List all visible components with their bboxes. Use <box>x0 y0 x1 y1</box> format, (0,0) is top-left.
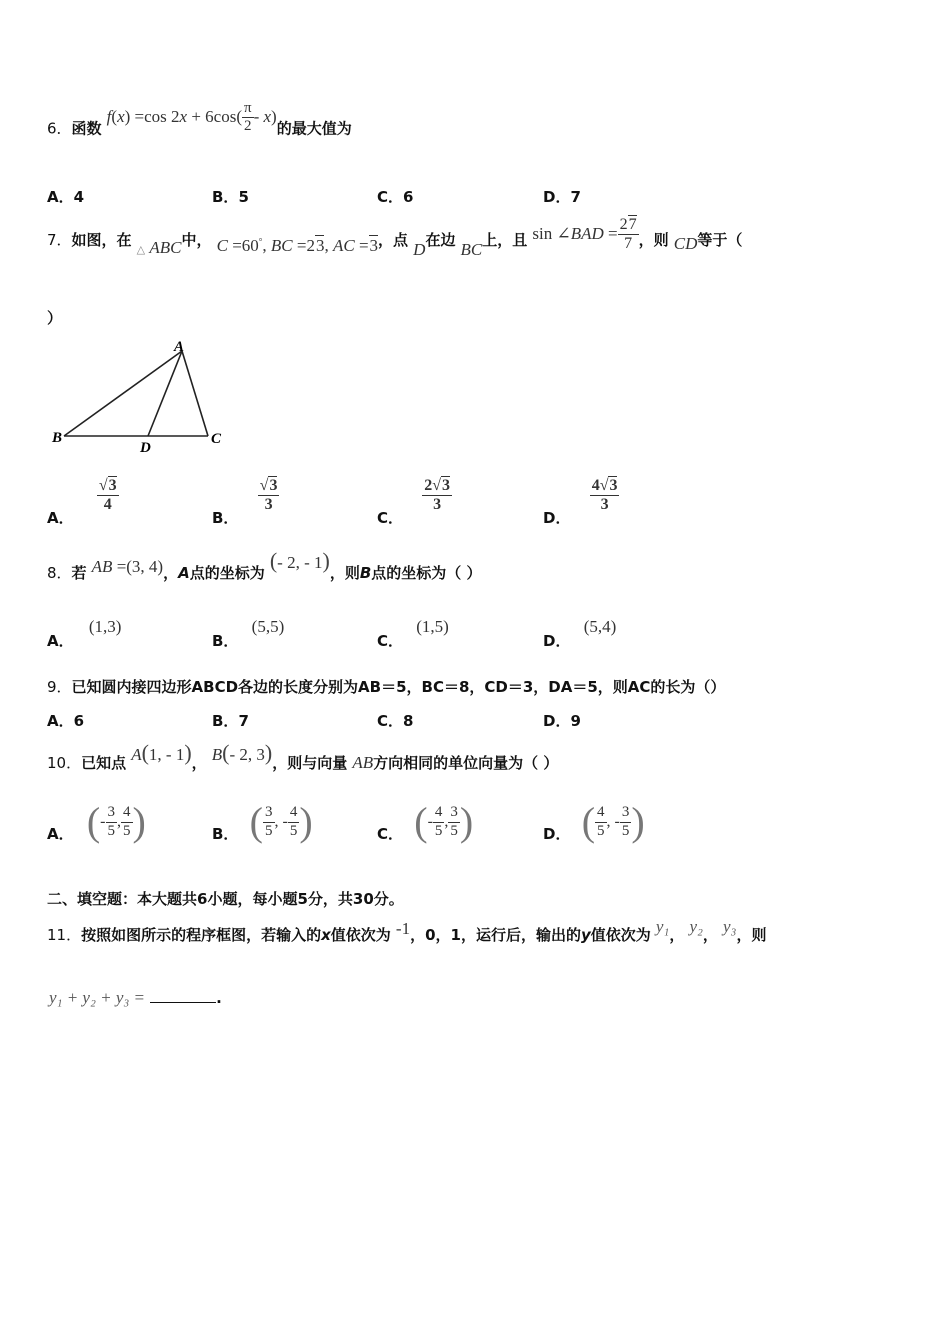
q7-triangle: △ ABC <box>136 237 182 257</box>
question-9 <box>47 676 725 697</box>
q10-text-4: 方向相同的单位向量为（ ） <box>373 754 559 772</box>
question-6 <box>47 100 352 148</box>
label-b: B <box>52 430 63 446</box>
q8-text-3: 点的坐标为 <box>189 564 265 582</box>
question-8 <box>47 548 482 584</box>
q11-input-neg: -1 <box>395 919 411 938</box>
q6-option-b[interactable]: B．5 <box>212 188 249 206</box>
label-d: D <box>140 440 151 456</box>
q11-var-x: x <box>321 926 331 944</box>
q9-text: 已知圆内接四边形ABCD各边的长度分别为AB＝5，BC＝8，CD＝3，DA＝5，则AC的长为（） <box>71 678 726 696</box>
q10-point-b: B(- 2, 3) <box>211 740 273 765</box>
q8-point-b: B <box>359 564 372 582</box>
q9-number: 9． <box>47 678 72 696</box>
q7-text-6: ，则 <box>638 230 669 249</box>
q10-option-a[interactable]: A． ( - $\frac{3}{5}$ , $\frac{4}{5}$ ) <box>47 799 146 844</box>
q7-target-cd: CD <box>673 233 698 253</box>
q7-text-4: 在边 <box>425 230 456 249</box>
q10-text-1: 已知点 <box>81 754 127 772</box>
q11-y1: y₁ <box>655 917 670 936</box>
q7-triangle-figure <box>48 338 228 458</box>
q8-text-5: 点的坐标为（ ） <box>371 564 482 582</box>
q9-option-c[interactable]: C．8 <box>377 712 414 730</box>
q6-tail: 的最大值为 <box>276 119 352 138</box>
q9-option-d[interactable]: D．9 <box>543 712 581 730</box>
q8-vector: AB =(3, 4) <box>91 557 164 576</box>
q11-sum-expression: y₁ + y₂ + y₃ = <box>49 988 146 1007</box>
section-2-title: 二、填空题：本大题共6小题，每小题5分，共30分。 <box>47 890 404 908</box>
q8-option-d[interactable]: D． (5,4) <box>543 617 617 650</box>
q10-text-2: ， <box>191 754 207 772</box>
q8-point-a: A <box>178 564 190 582</box>
q11-number: 11． <box>47 926 82 944</box>
label-c: C <box>211 431 222 447</box>
q7-text-5: 上，且 <box>482 230 528 249</box>
q8-option-b[interactable]: B． (5,5) <box>212 617 285 650</box>
q11-text-5: ，则 <box>736 926 767 944</box>
q9-option-b[interactable]: B．7 <box>212 712 249 730</box>
q11-y2: y₂ <box>689 917 703 936</box>
q6-number: 6． <box>47 119 72 138</box>
q7-option-a[interactable]: A． $\frac{√3}{4}$ <box>47 477 117 528</box>
q7-conditions: C =60°, BC =23, AC =3 <box>216 235 379 255</box>
q10-text-3: ，则与向量 <box>272 754 348 772</box>
q7-point-d: D <box>413 239 426 259</box>
question-10 <box>47 740 559 774</box>
q7-text-2: 中， <box>181 230 212 249</box>
segment-ac <box>182 351 208 436</box>
question-7 <box>47 216 743 260</box>
q11-y3: y₃ <box>723 917 737 936</box>
q7-side-bc: BC <box>460 239 483 259</box>
q6-option-a[interactable]: A．4 <box>47 188 85 206</box>
q10-option-c[interactable]: C． ( - $\frac{4}{5}$ , $\frac{3}{5}$ ) <box>377 799 474 844</box>
q6-lead: 函数 <box>71 119 102 138</box>
question-11: 11．按照如图所示的程序框图，若输入的x值依次为 -1，0，1，运行后，输出的y值依次为 y₁， y₂， y₃，则 <box>47 917 767 944</box>
q7-text-3: ，点 <box>378 230 409 249</box>
q9-option-a[interactable]: A．6 <box>47 712 85 730</box>
q6-option-c[interactable]: C．6 <box>377 188 414 206</box>
q8-number: 8． <box>47 564 72 582</box>
q11-answer-line <box>49 988 222 1008</box>
q8-option-a[interactable]: A． (1,3) <box>47 617 122 650</box>
q7-number: 7． <box>47 230 72 249</box>
q8-option-c[interactable]: C． (1,5) <box>377 617 449 650</box>
q11-end-period: . <box>216 989 222 1007</box>
q11-answer-blank[interactable] <box>150 1002 216 1003</box>
q8-text-4: ，则 <box>329 564 360 582</box>
q6-option-d[interactable]: D．7 <box>543 188 581 206</box>
q11-text-2: 值依次为 <box>330 926 391 944</box>
q7-text-7: 等于（ <box>697 230 743 249</box>
q11-text-4: 值依次为 <box>590 926 651 944</box>
q8-coord-a: (- 2, - 1) <box>269 548 330 573</box>
q11-text-3: ，0，1，运行后，输出的 <box>410 926 581 944</box>
q7-option-d[interactable]: D． $\frac{4√3}{3}$ <box>543 477 618 528</box>
q10-vector: AB <box>352 753 374 772</box>
q10-point-a: A(1, - 1) <box>131 740 192 765</box>
q10-option-b[interactable]: B． ( $\frac{3}{5}$ , - $\frac{4}{5}$ ) <box>212 799 313 844</box>
q7-text-1: 如图，在 <box>71 230 132 249</box>
q7-close-paren: ） <box>47 309 63 327</box>
q11-text-1: 按照如图所示的程序框图，若输入的 <box>81 926 322 944</box>
q7-sin-condition: sin ∠BAD = $\frac{27}{7}$ <box>532 216 637 253</box>
q6-formula: f(x) =cos 2x + 6cos( $\frac{\pi}{2}$ - x) <box>106 100 277 135</box>
q10-option-d[interactable]: D． ( $\frac{4}{5}$ , - $\frac{3}{5}$ ) <box>543 799 645 844</box>
q7-option-c[interactable]: C． $\frac{2√3}{3}$ <box>377 477 451 528</box>
q7-option-b[interactable]: B． $\frac{√3}{3}$ <box>212 477 278 528</box>
q11-var-y: y <box>580 926 591 944</box>
q8-text-2: ， <box>163 564 179 582</box>
q10-number: 10． <box>47 754 82 772</box>
label-a: A <box>174 339 185 355</box>
q8-text-1: 若 <box>71 564 87 582</box>
